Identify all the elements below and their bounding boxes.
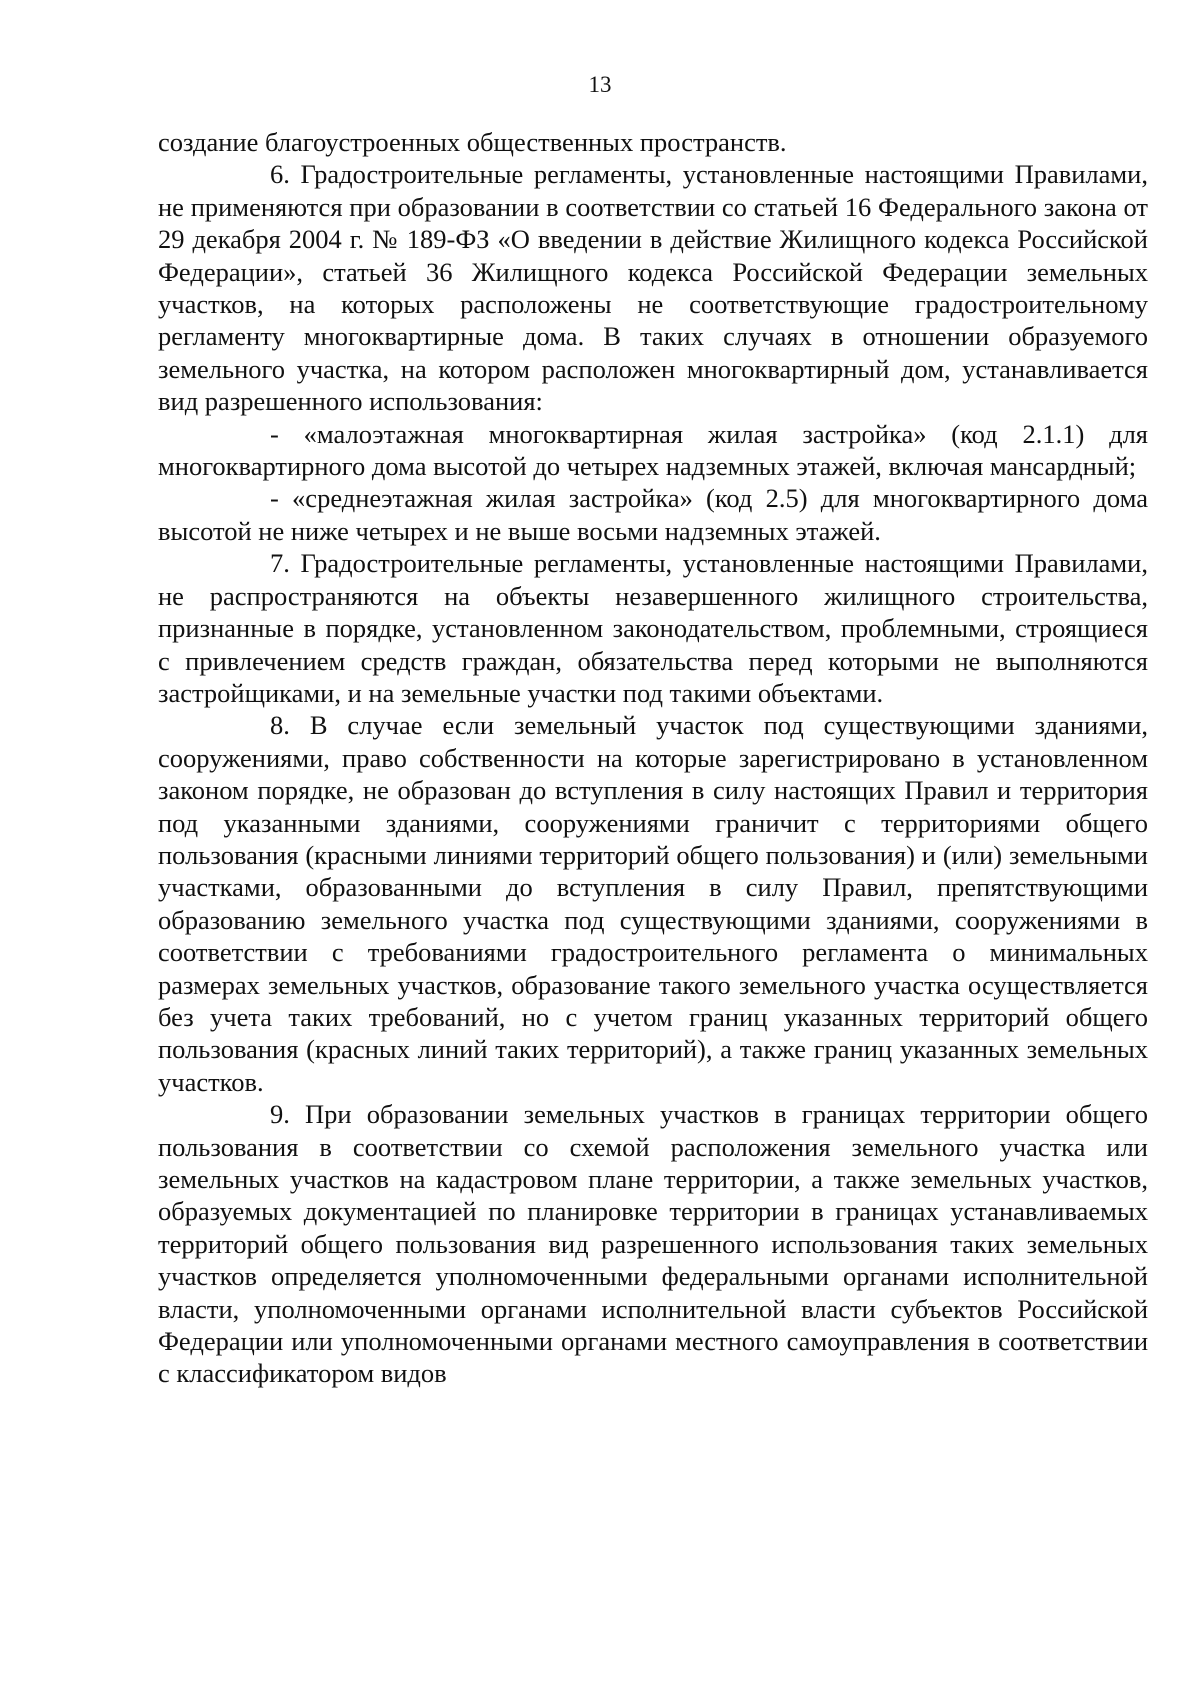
paragraph-7: 7. Градостроительные регламенты, установленные настоящими Правилами, не распространяются на объекты незавершенного жилищного строительства, признанные в порядке, установленном законодательством, проблемными, строящиеся с привлечением средств граждан, обязательства перед которыми не выполняются застройщиками, и на земельные участки под такими объектами. xyxy=(158,548,1148,708)
paragraph-6: 6. Градостроительные регламенты, установленные настоящими Правилами, не применяются при образовании в соответствии со статьей 16 Федерального закона от 29 декабря 2004 г. № 189-ФЗ «О введении в действие Жилищного кодекса Российской Федерации», статьей 36 Жилищного кодекса Российской Федерации земельных участков, на которых расположены не соответствующие градостроительному регламенту многоквартирные дома. В таких случаях в отношении образуемого земельного участка, на котором расположен многоквартирный дом, устанавливается вид разрешенного использования: xyxy=(158,159,1148,417)
paragraph-9: 9. При образовании земельных участков в границах территории общего пользования в соответствии со схемой расположения земельного участка или земельных участков на кадастровом плане территории, а также земельных участков, образуемых документацией по планировке территории в границах устанавливаемых территорий общего пользования вид разрешенного использования таких земельных участков определяется уполномоченными федеральными органами исполнительной власти, уполномоченными органами исполнительной власти субъектов Российской Федерации или уполномоченными органами местного самоуправления в соответствии с классификатором видов xyxy=(158,1099,1148,1389)
paragraph-continuation: создание благоустроенных общественных пространств. xyxy=(158,127,787,157)
paragraph-8: 8. В случае если земельный участок под существующими зданиями, сооружениями, право собственности на которые зарегистрировано в установленном законом порядке, не образован до вступления в силу настоящих Правил и территория под указанными зданиями, сооружениями граничит с территориями общего пользования (красными линиями территорий общего пользования) и (или) земельными участками, образованными до вступления в силу Правил, препятствующими образованию земельного участка под существующими зданиями, сооружениями в соответствии с требованиями градостроительного регламента о минимальных размерах земельных участков, образование такого земельного участка осуществляется без учета таких требований, но с учетом границ указанных территорий общего пользования (красных линий таких территорий), а также границ указанных земельных участков. xyxy=(158,710,1148,1097)
document-body xyxy=(158,126,1148,1390)
paragraph-6-list-item-mid-rise: - «среднеэтажная жилая застройка» (код 2.5) для многоквартирного дома высотой не ниже четырех и не выше восьми надземных этажей. xyxy=(158,483,1148,546)
paragraph-6-list-item-low-rise: - «малоэтажная многоквартирная жилая застройка» (код 2.1.1) для многоквартирного дома высотой до четырех надземных этажей, включая мансардный; xyxy=(158,418,1148,482)
page-number: 13 xyxy=(588,72,612,97)
